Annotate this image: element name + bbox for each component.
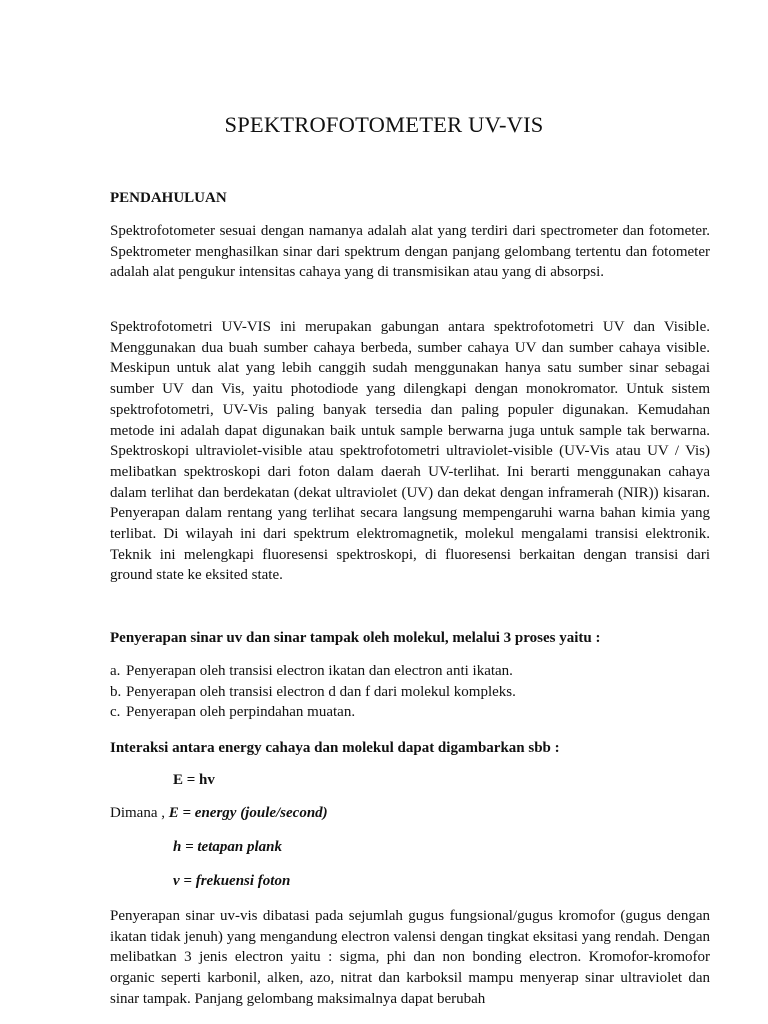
list-marker: b. xyxy=(110,683,122,700)
list-marker: a. xyxy=(110,663,121,679)
paragraph-intro: Spektrofotometer sesuai dengan namanya adalah alat yang terdiri dari spectrometer dan fotometer. Spektrometer menghasilkan sinar dari spektrum dengan panjang gelombang tertentu dan fotometer adalah alat pengukur intensitas cahaya yang di transmisikan atau yang di absorpsi. xyxy=(110,223,710,281)
equation: E = hv xyxy=(173,772,215,788)
document-title: SPEKTROFOTOMETER UV-VIS xyxy=(224,112,544,137)
paragraph-uv-vis: Spektrofotometri UV-VIS ini merupakan gabungan antara spektrofotometri UV dan Visible. Menggunakan dua buah sumber cahaya berbeda, sumber cahaya UV dan sumber cahaya visible. Meskipun untuk alat yang lebih canggih sudah menggunakan hanya satu sumber sinar sebagai sumber UV dan Vis, yaitu photodiode yang dilengkapi dengan monokromator. Untuk sistem spektrofotometri, UV-Vis paling banyak tersedia dan paling populer digunakan. Kemudahan metode ini adalah dapat digunakan baik untuk sample berwarna juga untuk sample tak berwarna. Spektroskopi ultraviolet-visible atau spektrofotometri ultraviolet-visible (UV-Vis atau UV / Vis) melibatkan spektroskopi dari foton dalam daerah UV-terlihat. Ini berarti menggunakan cahaya dalam terlihat dan berdekatan (dekat ultraviolet (UV) dan dekat dengan inframerah (NIR)) kisaran. Penyerapan dalam rentang yang terlihat secara langsung mempengaruhi warna bahan kimia yang terlibat. Di wilayah ini dari spektrum elektromagnetik, molekul mengalami transisi elektronik. Teknik ini melengkapi fluoresensi spektroskopi, di fluoresensi berkaitan dengan transisi dari ground state ke eksited state. xyxy=(110,319,710,584)
list-item-text: Penyerapan oleh transisi electron ikatan dan electron anti ikatan. xyxy=(126,663,513,679)
definition-frequency: v = frekuensi foton xyxy=(173,873,291,889)
list-item xyxy=(110,702,516,723)
list-marker: c. xyxy=(110,704,121,720)
definition-plank: h = tetapan plank xyxy=(173,839,282,855)
subheading-interaction: Interaksi antara energy cahaya dan molekul dapat digambarkan sbb : xyxy=(110,740,560,756)
subheading-absorption: Penyerapan sinar uv dan sinar tampak oleh molekul, melalui 3 proses yaitu : xyxy=(110,630,601,646)
definition-energy: E = energy (joule/second) xyxy=(168,805,328,821)
section-heading: PENDAHULUAN xyxy=(110,190,227,206)
list-item-text: Penyerapan oleh transisi electron d dan f dari molekul kompleks. xyxy=(126,683,516,700)
list-item xyxy=(110,682,516,703)
dimana-label: Dimana , xyxy=(110,805,165,821)
process-list xyxy=(110,661,516,723)
list-item-text: Penyerapan oleh perpindahan muatan. xyxy=(126,704,356,720)
paragraph-chromophore: Penyerapan sinar uv-vis dibatasi pada sejumlah gugus fungsional/gugus kromofor (gugus dengan ikatan tidak jenuh) yang mengandung electron valensi dengan tingkat eksitasi yang rendah. Dengan melibatkan 3 jenis electron yaitu : sigma, phi dan non bonding electron. Kromofor-kromofor organic seperti karbonil, alken, azo, nitrat dan karboksil mampu menyerap sinar ultraviolet dan sinar tampak. Panjang gelombang maksimalnya dapat berubah xyxy=(110,908,710,1007)
list-item xyxy=(110,661,516,682)
definition-line xyxy=(110,805,328,822)
